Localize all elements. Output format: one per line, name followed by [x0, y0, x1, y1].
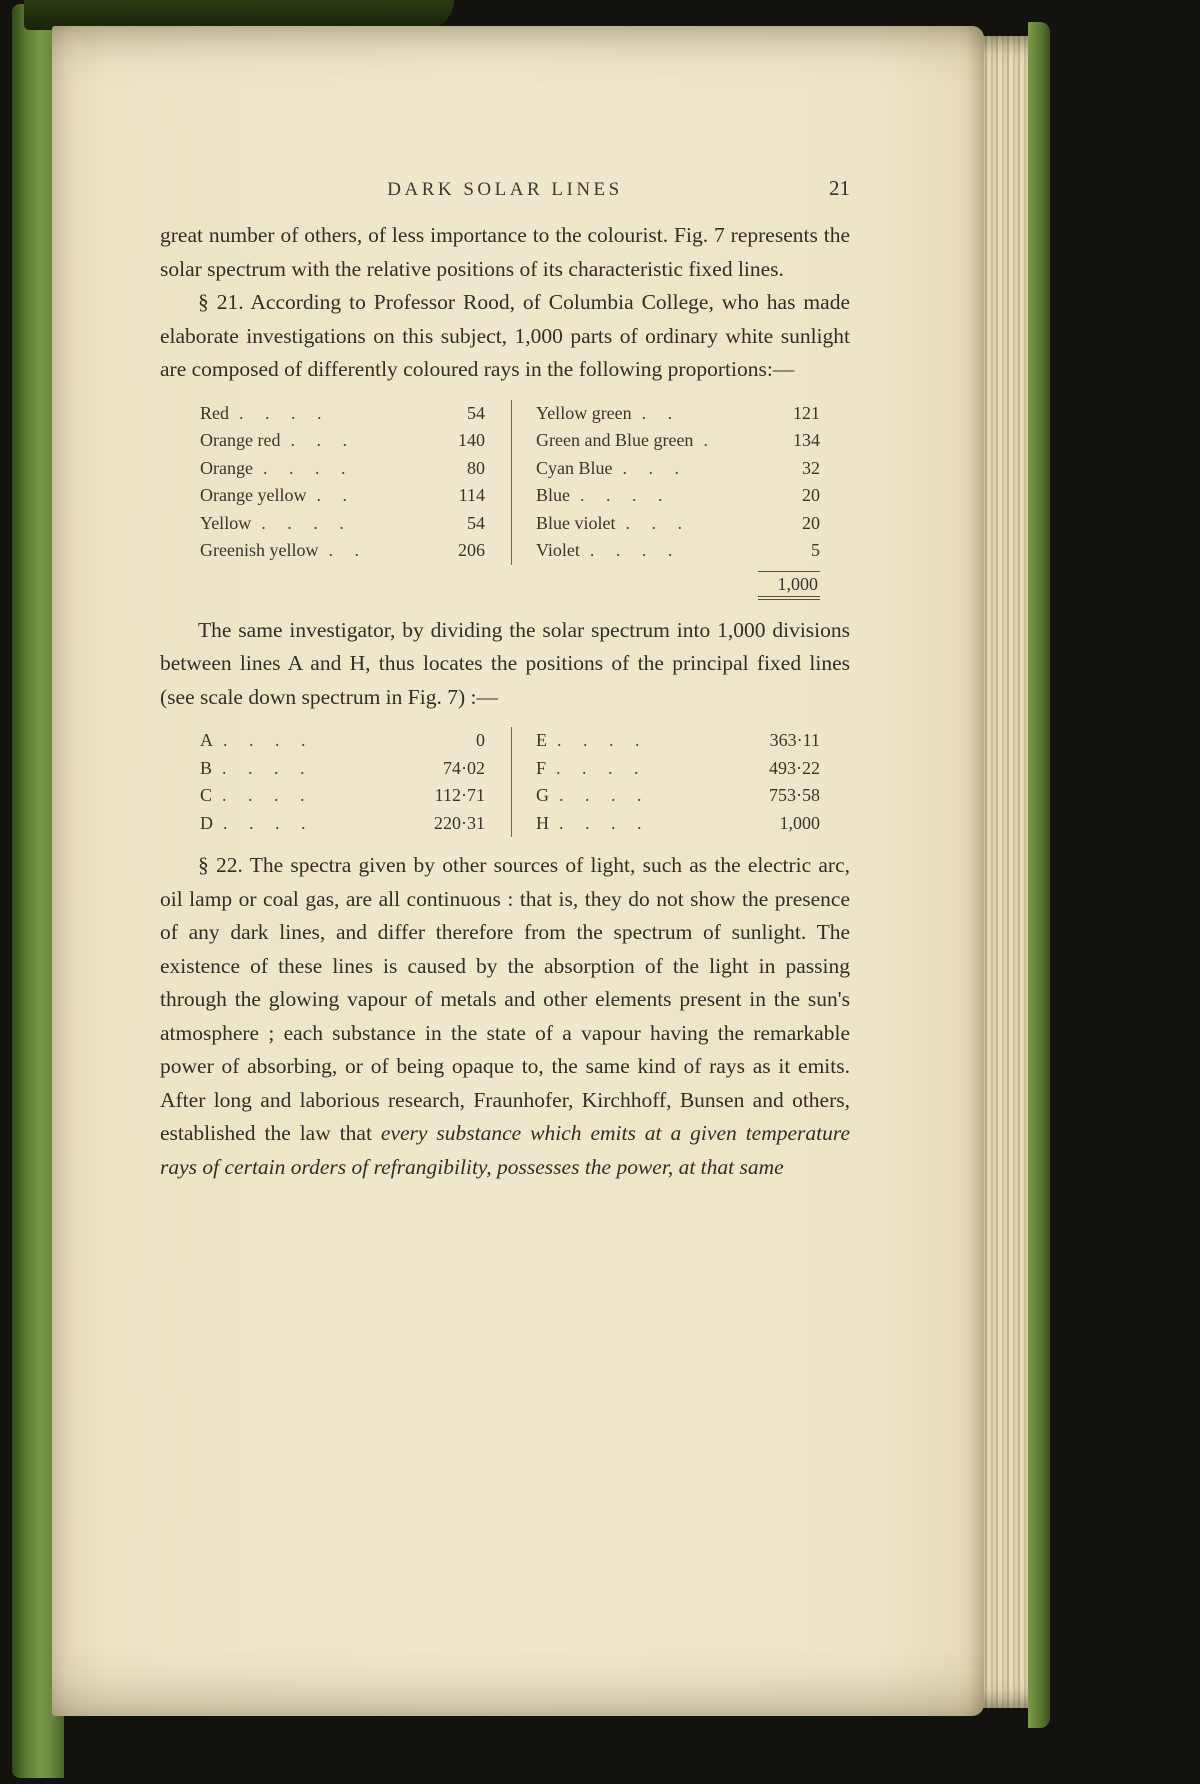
table-row	[536, 510, 820, 538]
colour-name: Orange	[200, 457, 253, 478]
running-head	[160, 176, 850, 201]
table-row	[200, 510, 485, 538]
colour-value: 206	[458, 540, 485, 560]
line-letter: C	[200, 785, 213, 805]
table-row	[200, 400, 485, 428]
colour-value: 20	[802, 485, 820, 505]
paragraph-section-22-roman: § 22. The spectra given by other sources of light, such as the electric arc, oil lamp or coal gas, are all continuous : that is, they do not show the presence of any dark lines, and differ therefore from the spectrum of sunlight. The existence of these lines is caused by the absorption of the light in passing through the glowing vapour of metals and other elements present in the sun's atmosphere ; each substance in the state of a vapour having the remarkable power of absorbing, or of being opaque to, the same kind of rays as it emits. After long and laborious research, Fraunhofer, Kirchhoff, Bunsen and others, established the law that	[160, 853, 850, 1145]
paragraph-continuation: great number of others, of less importance to the colourist. Fig. 7 represents the solar spectrum with the relative positions of its characteristic fixed lines.	[160, 223, 850, 281]
paragraph-investigator: The same investigator, by dividing the solar spectrum into 1,000 divisions between lines A and H, thus locates the positions of the principal fixed lines (see scale down spectrum in Fig. 7) :—	[160, 617, 850, 709]
book-page	[52, 26, 984, 1716]
leader-dots: . . .	[290, 430, 348, 450]
proportion-table-left-column	[160, 400, 512, 565]
table-row	[536, 810, 820, 838]
colour-value: 140	[458, 430, 485, 450]
table-row	[536, 782, 820, 810]
table-row	[536, 727, 820, 755]
leader-dots: . .	[316, 485, 348, 505]
leader-dots: . . . .	[223, 812, 307, 833]
line-position: 1,000	[779, 812, 820, 833]
leader-dots: . . . .	[580, 485, 664, 505]
book-cover-right-edge	[1028, 22, 1050, 1728]
line-position: 112·71	[434, 785, 485, 805]
table-row	[200, 537, 485, 565]
fixed-lines-left-column	[160, 727, 512, 837]
paragraph-section-22-italic: every substance which emits at a given temperature rays of certain orders of refrangibility, possesses the power, at that same	[160, 1121, 850, 1179]
line-position: 74·02	[443, 757, 485, 778]
colour-name: Orange yellow	[200, 485, 307, 505]
line-position: 753·58	[769, 785, 820, 805]
leader-dots: . . . .	[556, 757, 640, 778]
table-row	[536, 482, 820, 510]
line-position: 0	[476, 730, 485, 750]
colour-value: 20	[802, 512, 820, 533]
page-content	[52, 26, 984, 1184]
colour-name: Red	[200, 402, 229, 423]
colour-name: Orange red	[200, 430, 281, 450]
colour-name: Greenish yellow	[200, 540, 319, 560]
table-row	[200, 455, 485, 483]
leader-dots: . . . .	[557, 730, 641, 750]
line-position: 363·11	[769, 730, 820, 750]
colour-name: Yellow	[200, 512, 252, 533]
leader-dots: . . . .	[222, 757, 306, 778]
leader-dots: . . . .	[261, 512, 345, 533]
table-row	[536, 755, 820, 783]
colour-name: Cyan Blue	[536, 457, 613, 478]
fixed-lines-table	[160, 727, 850, 837]
colour-value: 54	[467, 402, 485, 423]
leader-dots: . . . .	[559, 812, 643, 833]
table-row	[200, 755, 485, 783]
line-letter: B	[200, 757, 213, 778]
running-head-title: DARK SOLAR LINES	[387, 179, 623, 200]
table-row	[200, 482, 485, 510]
leader-dots: . . . .	[223, 730, 307, 750]
paragraph-section-22	[160, 849, 850, 1184]
leader-dots: . . . .	[589, 540, 674, 560]
colour-value: 121	[793, 402, 820, 423]
line-letter: G	[536, 785, 549, 805]
colour-proportion-table	[160, 400, 850, 565]
table-row	[536, 427, 820, 455]
colour-name: Green and Blue green	[536, 430, 694, 450]
table-row	[536, 537, 820, 565]
colour-name: Blue	[536, 485, 570, 505]
fixed-lines-right-column	[512, 727, 850, 837]
page-edges	[982, 36, 1034, 1708]
leader-dots: . . . .	[262, 457, 347, 478]
colour-value: 134	[793, 430, 820, 450]
table-row	[536, 455, 820, 483]
leader-dots: . . .	[622, 457, 680, 478]
paragraph-section-21: § 21. According to Professor Rood, of Columbia College, who has made elaborate investigations on this subject, 1,000 parts of ordinary white sunlight are composed of differently coloured rays in the following proportions:—	[160, 290, 850, 381]
line-letter: F	[536, 757, 547, 778]
line-letter: A	[200, 730, 213, 750]
table-row	[536, 400, 820, 428]
line-position: 220·31	[434, 812, 485, 833]
line-letter: H	[536, 812, 549, 833]
leader-dots: . . . .	[239, 402, 323, 423]
leader-dots: . . .	[625, 512, 683, 533]
colour-name: Violet	[536, 540, 580, 560]
colour-value: 32	[802, 457, 820, 478]
leader-dots: . . . .	[559, 785, 643, 805]
line-letter: E	[536, 730, 547, 750]
leader-dots: . .	[328, 540, 360, 560]
proportion-total-value: 1,000	[758, 571, 820, 600]
leader-dots: . .	[641, 402, 674, 423]
colour-value: 54	[467, 512, 485, 533]
line-letter: D	[200, 812, 213, 833]
colour-name: Blue violet	[536, 512, 616, 533]
table-row	[200, 427, 485, 455]
colour-name: Yellow green	[536, 402, 632, 423]
leader-dots: .	[703, 430, 709, 450]
proportion-total-row	[160, 571, 850, 600]
line-position: 493·22	[769, 757, 820, 778]
table-row	[200, 727, 485, 755]
leader-dots: . . . .	[222, 785, 306, 805]
colour-value: 114	[458, 485, 485, 505]
proportion-table-right-column	[512, 400, 850, 565]
page-number: 21	[829, 176, 850, 200]
colour-value: 80	[467, 457, 485, 478]
colour-value: 5	[811, 540, 820, 560]
table-row	[200, 782, 485, 810]
table-row	[200, 810, 485, 838]
